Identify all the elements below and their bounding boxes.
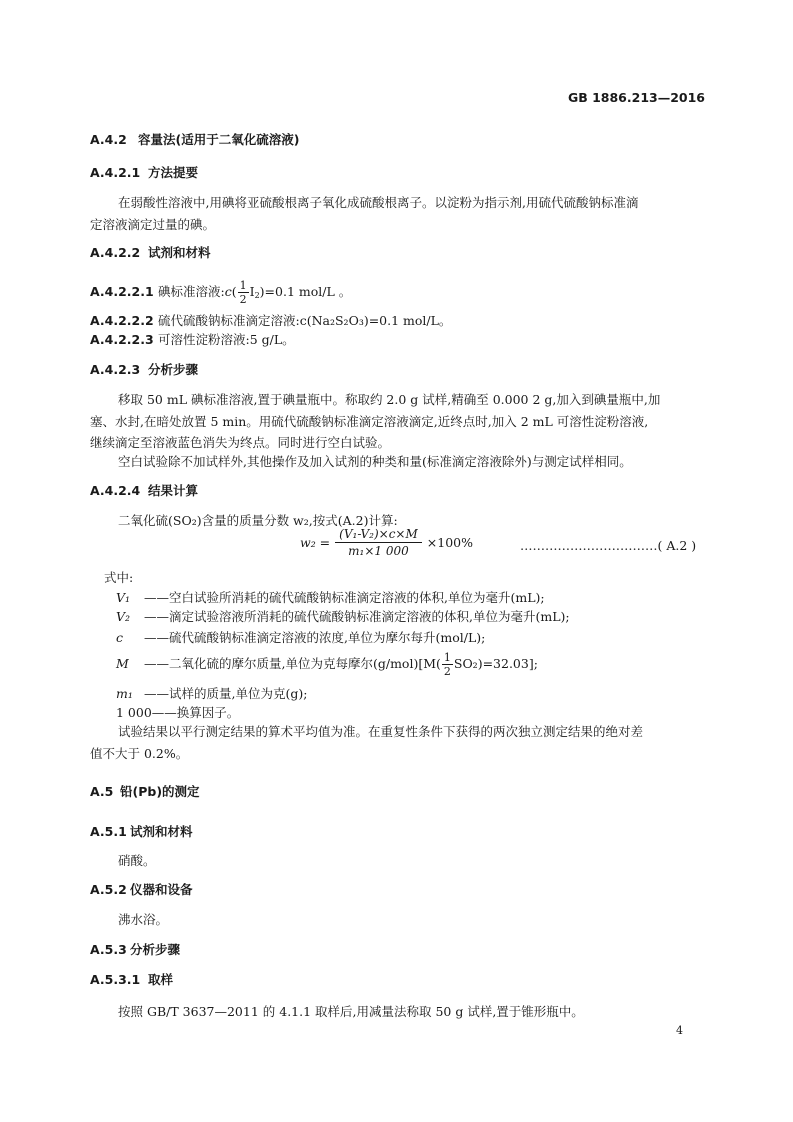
- paragraph-line: 移取 50 mL 碘标准溶液,置于碘量瓶中。称取约 2.0 g 试样,精确至 0.000 2 g,加入到碘量瓶中,加: [118, 392, 661, 407]
- section-heading-a424: [90, 481, 198, 499]
- section-heading-a53: [90, 940, 180, 958]
- section-number: A.4.2.3: [90, 362, 141, 377]
- species-symbol: I: [249, 284, 255, 299]
- item-text: 硫代硫酸钠标准滴定溶液:: [158, 313, 300, 328]
- section-number: A.4.2.1: [90, 165, 141, 180]
- fraction-denominator: 2: [443, 665, 451, 678]
- definition-text: ——二氧化硫的摩尔质量,单位为克每摩尔(g/mol)[M(: [144, 656, 441, 671]
- section-title: 分析步骤: [148, 362, 199, 377]
- definition-text: ——空白试验所消耗的硫代硫酸钠标准滴定溶液的体积,单位为毫升(mL);: [144, 590, 545, 605]
- item-text: 碘标准溶液:: [158, 284, 225, 299]
- section-number: A.5.3: [90, 942, 127, 957]
- paragraph-line: 沸水浴。: [118, 912, 169, 927]
- section-title: 仪器和设备: [130, 882, 193, 897]
- formula-a2: [300, 528, 473, 557]
- section-heading-a422: [90, 243, 211, 261]
- paragraph-line: 值不大于 0.2%。: [90, 746, 189, 761]
- section-title: 方法提要: [148, 165, 199, 180]
- section-title: 结果计算: [148, 483, 199, 498]
- section-number: A.5.3.1: [90, 972, 141, 987]
- fraction-numerator: 1: [443, 651, 451, 664]
- section-heading-a531: [90, 970, 173, 988]
- definition-row: [116, 684, 307, 702]
- section-number: A.5.1: [90, 824, 127, 839]
- section-number: A.5.2: [90, 882, 127, 897]
- page-number: 4: [676, 1024, 683, 1037]
- section-title: 铅(Pb)的测定: [120, 784, 200, 799]
- paragraph-line: 定溶液滴定过量的碘。: [90, 217, 216, 232]
- fraction-denominator: 2: [239, 293, 247, 306]
- section-number: A.4.2: [90, 132, 127, 147]
- formula-denominator: m₁×1 000: [348, 544, 409, 558]
- definition-text: ——硫代硫酸钠标准滴定溶液的浓度,单位为摩尔每升(mol/L);: [144, 630, 486, 645]
- section-title: 取样: [148, 972, 174, 987]
- definition-symbol: 1 000: [116, 705, 152, 720]
- section-title: 分析步骤: [130, 942, 181, 957]
- paragraph-line: 硝酸。: [118, 853, 156, 868]
- definition-symbol: c: [116, 630, 124, 645]
- section-heading-a421: [90, 163, 198, 181]
- leader-dots: ……………………………: [520, 538, 658, 553]
- definition-symbol: m₁: [116, 686, 133, 701]
- standard-number: GB 1886.213—2016: [567, 90, 705, 105]
- formula-numerator: (V₁-V₂)×c×M: [335, 528, 422, 543]
- section-heading-a5: [90, 782, 200, 800]
- paragraph-line: 空白试验除不加试样外,其他操作及加入试剂的种类和量(标准滴定溶液除外)与测定试样相同。: [118, 454, 632, 469]
- concentration-symbol: c: [224, 284, 232, 299]
- section-number: A.4.2.2: [90, 245, 141, 260]
- definition-text: ——试样的质量,单位为克(g);: [144, 686, 308, 701]
- fraction-half: [442, 652, 453, 677]
- item-number: A.4.2.2.3: [90, 332, 154, 347]
- section-number: A.5: [90, 784, 114, 799]
- item-number: A.4.2.2.2: [90, 313, 154, 328]
- definition-text: ——换算因子。: [151, 705, 240, 720]
- section-number: A.4.2.4: [90, 483, 141, 498]
- paragraph-line: 继续滴定至溶液蓝色消失为终点。同时进行空白试验。: [90, 435, 391, 450]
- definition-symbol: M: [116, 656, 129, 671]
- section-heading-a423: [90, 360, 198, 378]
- equation-label: ( A.2 ): [657, 538, 697, 553]
- definition-row: [116, 607, 570, 625]
- definition-text-after: SO₂)=32.03];: [453, 656, 538, 671]
- paragraph-line: 按照 GB/T 3637—2011 的 4.1.1 取样后,用减量法称取 50 g 试样,置于锥形瓶中。: [118, 1004, 584, 1019]
- fraction-numerator: 1: [239, 279, 247, 292]
- item-value: )=0.1 mol/L 。: [259, 284, 352, 299]
- fraction-half: [238, 280, 249, 305]
- reagent-item-starch: [90, 330, 295, 348]
- item-text: 可溶性淀粉溶液:5 g/L。: [158, 332, 295, 347]
- paragraph-line: 塞、水封,在暗处放置 5 min。用硫代硫酸钠标准滴定溶液滴定,近终点时,加入 2 mL 可溶性淀粉溶液,: [90, 414, 649, 429]
- section-heading-a42: [90, 130, 299, 148]
- item-number: A.4.2.2.1: [90, 284, 154, 299]
- definition-row: [116, 703, 239, 721]
- item-formula: c(Na₂S₂O₃)=0.1 mol/L。: [299, 313, 452, 328]
- paragraph-line: 试验结果以平行测定结果的算术平均值为准。在重复性条件下获得的两次独立测定结果的绝对差: [118, 724, 644, 739]
- definition-row: [116, 588, 545, 606]
- section-heading-a52: [90, 880, 193, 898]
- formula-fraction: [335, 528, 422, 557]
- definition-symbol: V₁: [116, 590, 131, 605]
- definition-symbol: V₂: [116, 609, 131, 624]
- species-subscript: 2: [254, 291, 260, 300]
- formula-equation-number: [520, 538, 696, 553]
- reagent-item-iodine: A.4.2.2.1 碘标准溶液:c( $\frac{1}{2}$ I2)=0.1 mol/L 。: [90, 279, 352, 306]
- section-heading-a51: [90, 822, 193, 840]
- definition-row: [116, 628, 485, 646]
- formula-lhs: w₂ =: [300, 535, 331, 550]
- definition-row: [116, 652, 538, 677]
- formula-intro: 二氧化硫(SO₂)含量的质量分数 w₂,按式(A.2)计算:: [118, 513, 398, 528]
- where-label: 式中:: [104, 570, 134, 585]
- reagent-item-thiosulfate: [90, 311, 451, 329]
- section-title: 试剂和材料: [148, 245, 211, 260]
- section-title: 容量法(适用于二氧化硫溶液): [138, 132, 300, 147]
- paragraph-line: 在弱酸性溶液中,用碘将亚硫酸根离子氧化成硫酸根离子。以淀粉为指示剂,用硫代硫酸钠标准滴: [118, 195, 639, 210]
- definition-text: ——滴定试验溶液所消耗的硫代硫酸钠标准滴定溶液的体积,单位为毫升(mL);: [144, 609, 570, 624]
- formula-rhs: ×100%: [426, 535, 473, 550]
- section-title: 试剂和材料: [130, 824, 193, 839]
